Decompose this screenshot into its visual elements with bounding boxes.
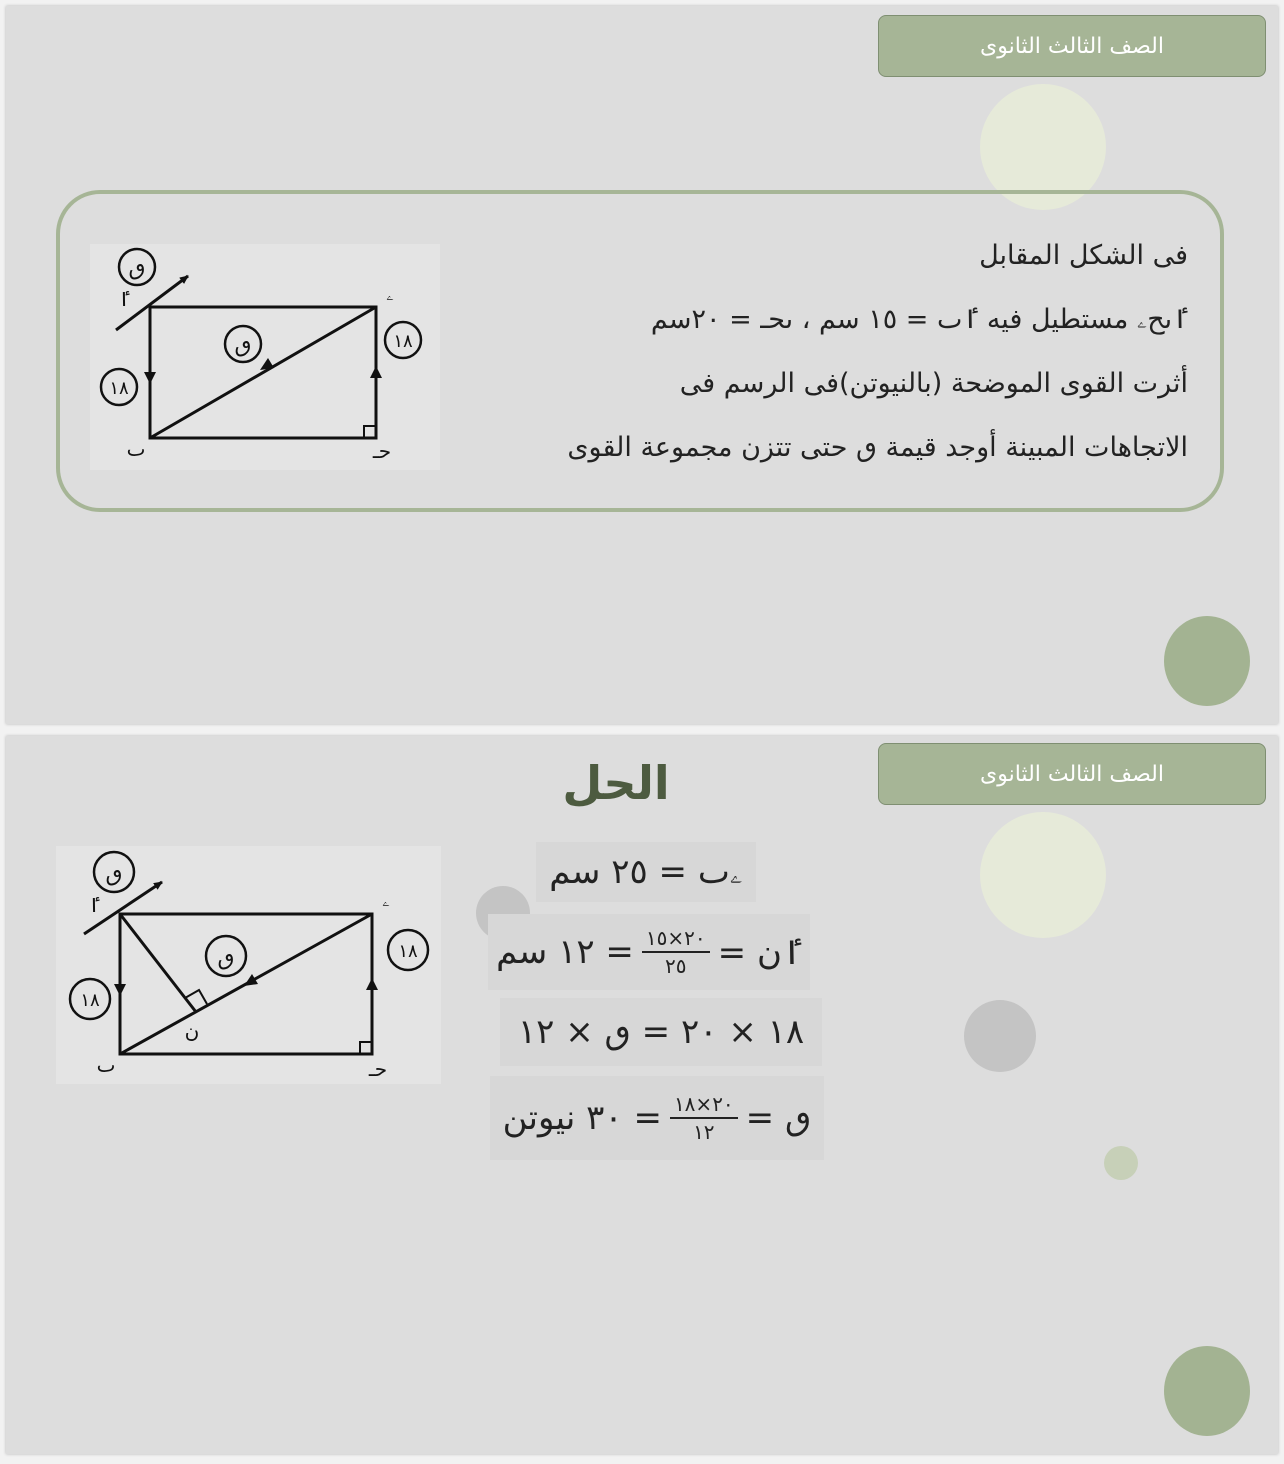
- force-diagonal-symbol: ٯ: [234, 333, 252, 358]
- equation-moments-text: ١٨ × ٢٠ = ٯ × ١٢: [517, 1012, 805, 1052]
- force-cd-value: ١٨: [393, 331, 413, 352]
- equation-result-rhs: = ٣٠ نيوتن: [502, 1098, 662, 1138]
- label-a: ٵ: [88, 893, 100, 917]
- label-c: حـ: [368, 1057, 388, 1081]
- equation-moments: [500, 998, 822, 1066]
- slide-problem: [6, 6, 1278, 724]
- equation-an: [488, 914, 810, 990]
- problem-line-3: أثرت القوى الموضحة (بالنيوتن)فى الرسم فى: [679, 368, 1188, 399]
- force-ab-value: ١٨: [109, 378, 129, 399]
- right-angle-mark: [360, 1042, 372, 1054]
- label-n: ن: [184, 1019, 200, 1043]
- arrow-cd: [370, 366, 382, 378]
- problem-line-2: ٵٮحۦ مستطيل فيه ٵٮ = ١٥ سم ، ٮحـ = ٢٠سم: [650, 304, 1188, 335]
- decor-circle-green: [1164, 1346, 1250, 1436]
- grade-label: الصف الثالث الثانوى: [878, 743, 1266, 805]
- force-a-symbol: ٯ: [105, 862, 123, 887]
- solution-figure: [56, 846, 441, 1084]
- solution-title: الحل: [562, 756, 670, 810]
- right-angle-mark: [364, 426, 376, 438]
- force-ab-value: ١٨: [80, 990, 100, 1011]
- arrow-cd: [366, 978, 378, 990]
- equation-an-denominator: ٢٥: [665, 954, 687, 978]
- equation-result: [490, 1076, 824, 1160]
- problem-box: [56, 190, 1224, 512]
- decor-circle-lightgreen: [1104, 1146, 1138, 1180]
- decor-circle-pale: [980, 812, 1106, 938]
- force-diagonal-symbol: ٯ: [217, 946, 235, 971]
- force-cd-value: ١٨: [398, 941, 418, 962]
- problem-line-1: فى الشكل المقابل: [979, 240, 1188, 271]
- decor-circle-green: [1164, 616, 1250, 706]
- slide-solution: [6, 736, 1278, 1454]
- equation-an-lhs: ٵن =: [717, 932, 802, 973]
- problem-line-4: الاتجاهات المبينة أوجد قيمة ٯ حتى تتزن مجموعة القوى: [567, 432, 1188, 463]
- equation-an-fraction: [642, 925, 710, 979]
- label-d: ۦ: [386, 281, 394, 305]
- equation-db: [536, 842, 756, 902]
- label-c: حـ: [372, 439, 392, 463]
- label-b: ٮ: [126, 437, 146, 461]
- label-b: ٮ: [96, 1053, 116, 1077]
- equation-an-numerator: ٢٠×١٥: [642, 925, 710, 953]
- force-a-symbol: ٯ: [128, 256, 146, 281]
- diagonal-arrow: [260, 358, 274, 370]
- equation-result-fraction: [670, 1091, 738, 1145]
- diagonal-db: [150, 307, 376, 438]
- equation-result-numerator: ٢٠×١٨: [670, 1091, 738, 1119]
- equation-result-denominator: ١٢: [693, 1120, 715, 1144]
- grade-label: الصف الثالث الثانوى: [878, 15, 1266, 77]
- arrow-ab: [114, 984, 126, 996]
- label-d: ۦ: [382, 887, 390, 911]
- decor-circle-gray: [964, 1000, 1036, 1072]
- equation-an-rhs: = ١٢ سم: [496, 932, 634, 972]
- problem-text: [428, 224, 1188, 480]
- label-a: ٵ: [118, 287, 130, 311]
- equation-db-text: ۦٮ = ٢٥ سم: [549, 852, 743, 892]
- equation-result-lhs: ٯ =: [745, 1098, 812, 1138]
- problem-figure: [90, 244, 440, 470]
- arrow-ab: [144, 372, 156, 384]
